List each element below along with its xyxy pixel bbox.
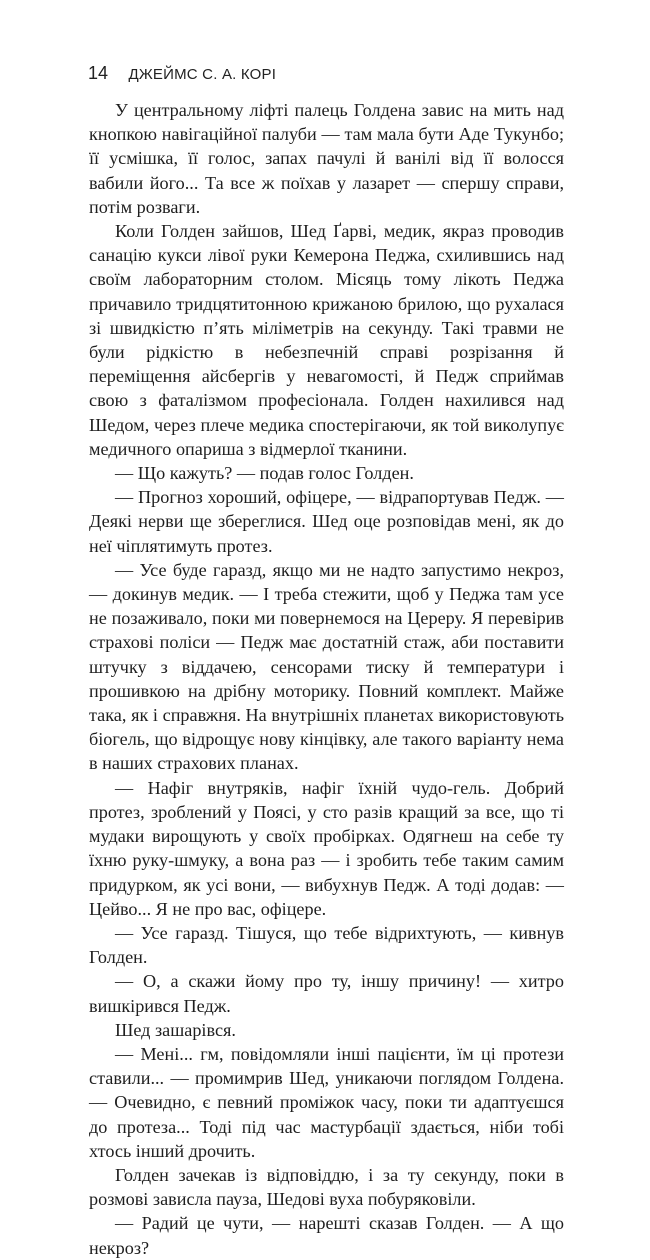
running-head-author: ДЖЕЙМС С. А. КОРІ [128, 66, 277, 83]
running-head [88, 63, 276, 84]
paragraph: — Усе гаразд. Тішуся, що тебе відрихтують, — кивнув Голден. [89, 922, 564, 968]
paragraph: — Що кажуть? — подав голос Голден. [115, 463, 414, 484]
paragraph: Шед зашарівся. [115, 1019, 236, 1040]
paragraph: — Радий це чути, — нарешті сказав Голден. — А що некроз? [89, 1213, 564, 1258]
paragraph: — Нафіг внутряків, нафіг їхній чудо-гель. Добрий протез, зроблений у Поясі, у сто разів кращий за все, що ті мудаки вирощують у своїх пробірках. Одягнеш на себе ту їхню руку-шмуку, а вона раз — і зробить тебе таким самим придурком, як усі вони, — вибухнув Педж. А тоді додав: — Цейво... Я не про вас, офіцере. [89, 777, 564, 919]
paragraph: — Мені... гм, повідомляли інші пацієнти, їм ці протези ставили... — промимрив Шед, уникаючи поглядом Голдена. — Очевидно, є певний проміжок часу, поки ти адаптуєшся до протеза... Тоді під час мастурбації здається, ніби тобі хтось інший дрочить. [89, 1043, 564, 1161]
paragraph: Голден зачекав із відповіддю, і за ту секунду, поки в розмові зависла пауза, Шедові вуха побуряковіли. [89, 1164, 564, 1210]
body-text [89, 98, 564, 1260]
paragraph: Коли Голден зайшов, Шед Ґарві, медик, якраз проводив санацію кукси лівої руки Кемерона Педжа, схилившись над своїм лабораторним столом. Місяць тому лікоть Педжа причавило тридцятитонною крижаною брилою, що рухалася зі швидкістю п’ять міліметрів на секунду. Такі травми не були рідкістю в небезпечній справі розрізання й переміщення айсбергів у невагомості, й Педж сприймав свою з фаталізмом професіонала. Голден нахилився над Шедом, через плече медика спостерігаючи, як той виколупує медичного опариша з відмерлої тканини. [89, 221, 564, 459]
page-number: 14 [88, 63, 109, 83]
paragraph: — Усе буде гаразд, якщо ми не надто запустимо некроз, — докинув медик. — І треба стежити, щоб у Педжа там усе не позаживало, поки ми повернемося на Цереру. Я перевірив страхові поліси — Педж має достатній стаж, аби поставити штучку з віддачею, сенсорами тиску й температури і прошивкою на дрібну моторику. Повний комплект. Майже така, як і справжня. На внутрішніх планетах використовують біогель, що відрощує нову кінцівку, але такого варіанту нема в наших страхових планах. [89, 559, 564, 774]
paragraph: — О, а скажи йому про ту, іншу причину! — хитро вишкірився Педж. [89, 971, 564, 1016]
paragraph: У центральному ліфті палець Голдена завис на мить над кнопкою навігаційної палуби — там мала бути Аде Тукунбо; її усмішка, її голос, запах пачулі й ванілі від її волосся вабили його... Та все ж поїхав у лазарет — спершу справи, потім розваги. [89, 100, 564, 217]
paragraph: — Прогноз хороший, офіцере, — відрапортував Педж. — Деякі нерви ще збереглися. Шед оце розповідав мені, як до неї чіплятимуть протез. [89, 487, 564, 556]
